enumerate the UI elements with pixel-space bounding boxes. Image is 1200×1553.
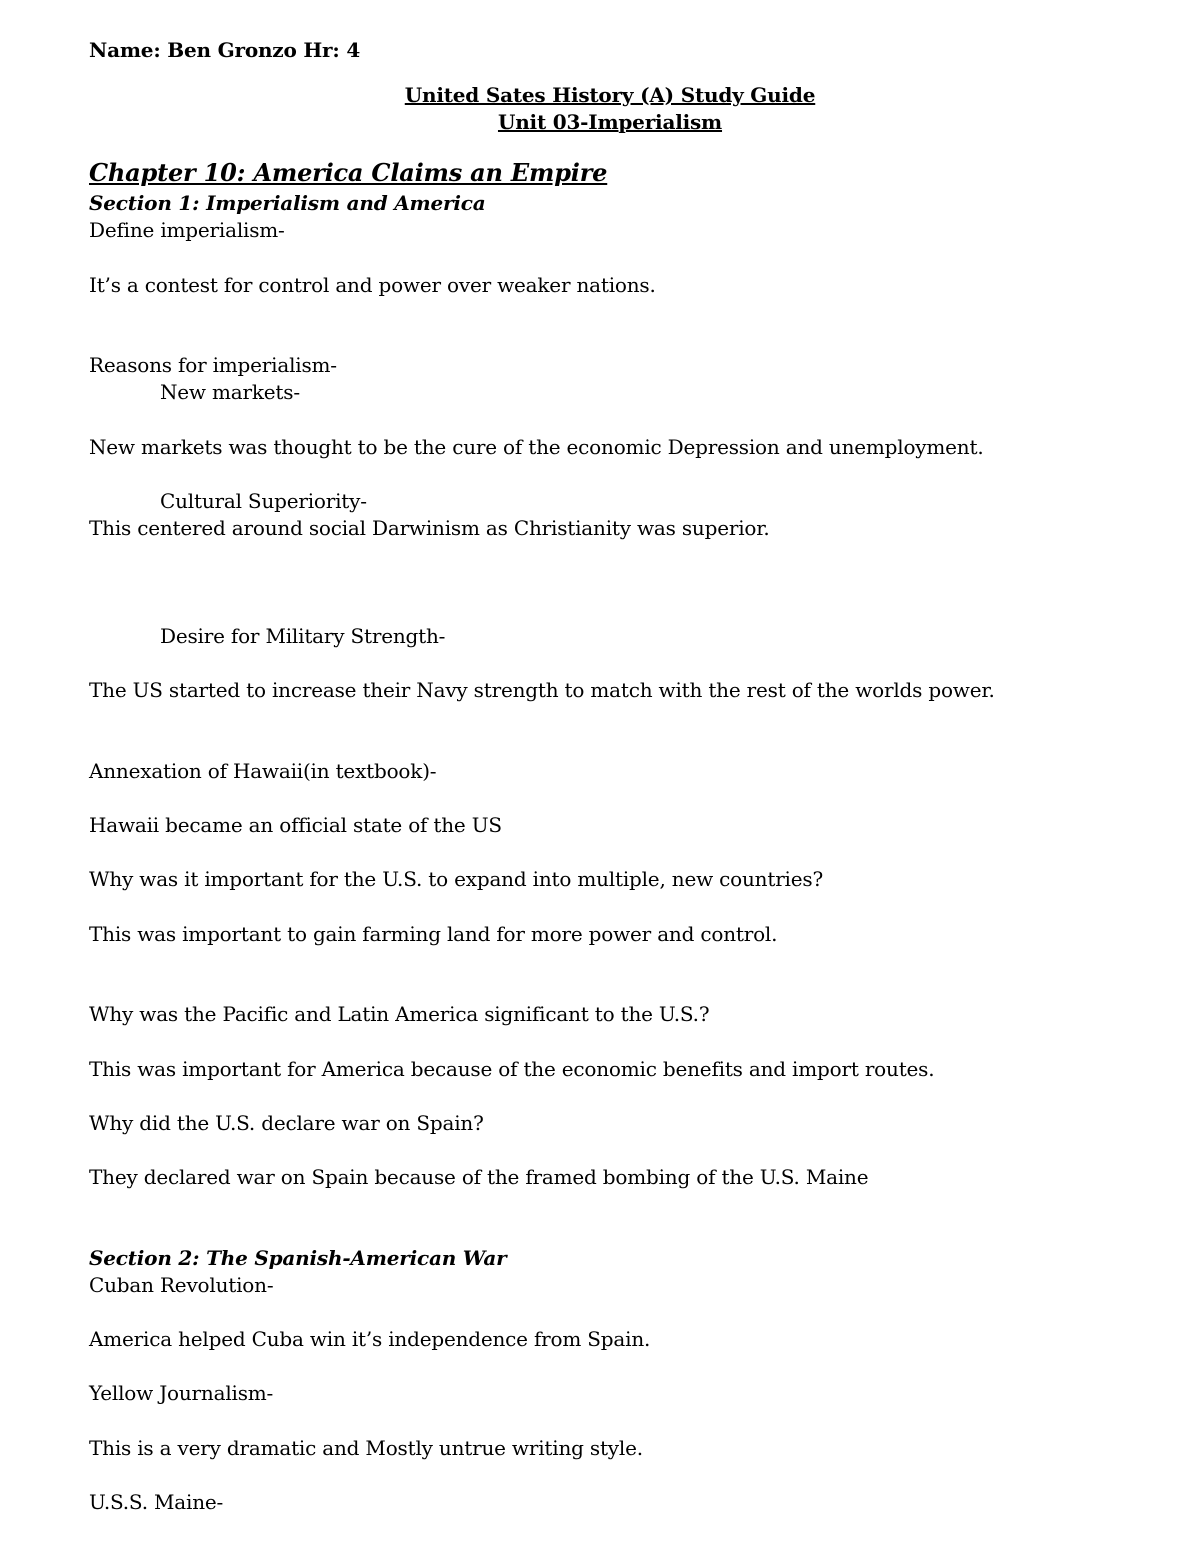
chapter-title: Chapter 10: America Claims an Empire [89, 158, 608, 187]
document-subtitle: Unit 03-Imperialism [497, 110, 723, 134]
reasons-prompt: Reasons for imperialism- [89, 353, 337, 377]
hawaii-prompt: Annexation of Hawaii(in textbook)- [89, 759, 437, 783]
new-markets-prompt: New markets- [160, 380, 300, 404]
spain-question: Why did the U.S. declare war on Spain? [89, 1111, 484, 1135]
define-imperialism-answer: It’s a contest for control and power over weaker nations. [89, 273, 656, 297]
military-strength-answer: The US started to increase their Navy strength to match with the rest of the worlds power. [89, 678, 995, 702]
uss-maine-prompt: U.S.S. Maine- [89, 1490, 224, 1514]
yellow-journalism-answer: This is a very dramatic and Mostly untrue writing style. [89, 1436, 643, 1460]
expand-question: Why was it important for the U.S. to expand into multiple, new countries? [89, 867, 823, 891]
section-1-title: Section 1: Imperialism and America [89, 191, 486, 215]
student-name-line: Name: Ben Gronzo Hr: 4 [89, 38, 361, 62]
document-title: United Sates History (A) Study Guide [404, 83, 816, 107]
cultural-superiority-prompt: Cultural Superiority- [160, 489, 367, 513]
spain-answer: They declared war on Spain because of the framed bombing of the U.S. Maine [89, 1165, 869, 1189]
new-markets-answer: New markets was thought to be the cure of the economic Depression and unemployment. [89, 435, 984, 459]
military-strength-prompt: Desire for Military Strength- [160, 624, 446, 648]
define-imperialism-prompt: Define imperialism- [89, 218, 285, 242]
pacific-question: Why was the Pacific and Latin America significant to the U.S.? [89, 1002, 710, 1026]
cuban-revolution-prompt: Cuban Revolution- [89, 1273, 274, 1297]
hawaii-answer: Hawaii became an official state of the US [89, 813, 502, 837]
cultural-superiority-answer: This centered around social Darwinism as Christianity was superior. [89, 516, 770, 540]
expand-answer: This was important to gain farming land for more power and control. [89, 922, 778, 946]
pacific-answer: This was important for America because of the economic benefits and import routes. [89, 1057, 935, 1081]
section-2-title: Section 2: The Spanish-American War [89, 1246, 507, 1270]
cuban-revolution-answer: America helped Cuba win it’s independence from Spain. [89, 1327, 651, 1351]
yellow-journalism-prompt: Yellow Journalism- [89, 1381, 274, 1405]
